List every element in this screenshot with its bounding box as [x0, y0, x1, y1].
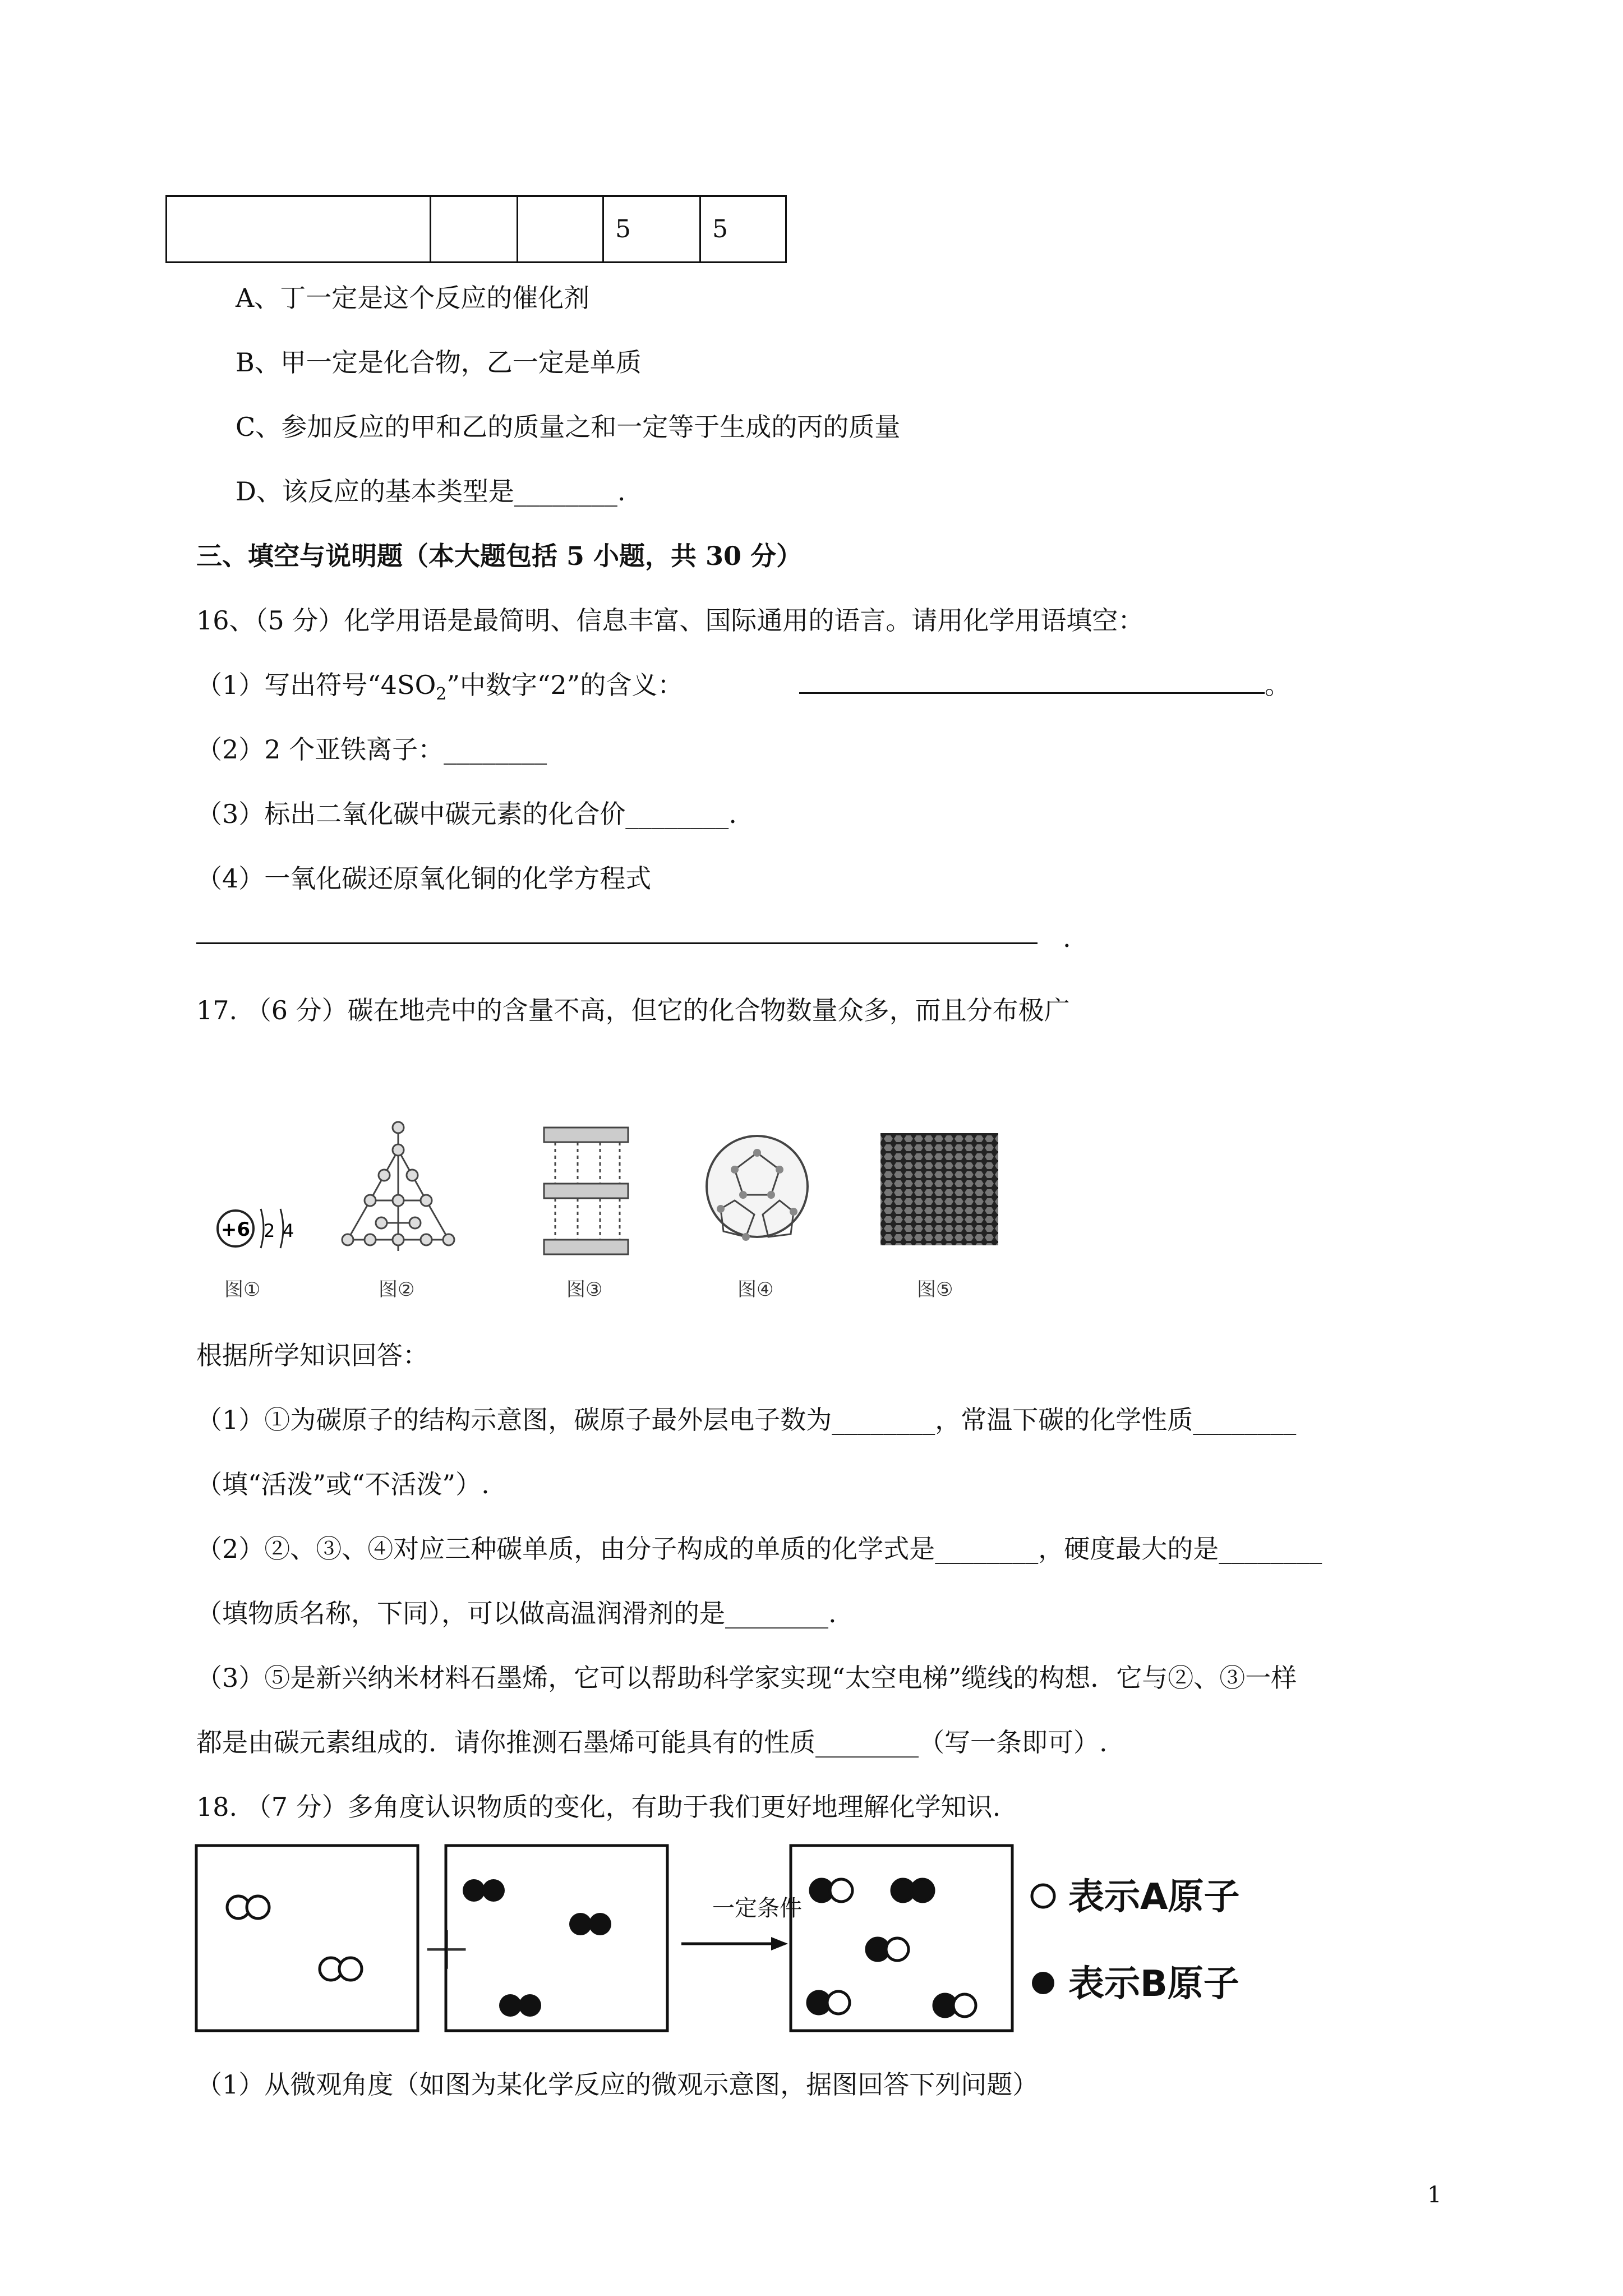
table-cell [431, 196, 518, 263]
section-heading: 三、填空与说明题（本大题包括 5 小题，共 30 分） [196, 541, 803, 571]
atom-b-legend-icon [1032, 1972, 1054, 1994]
reactant-box-b [446, 1846, 667, 2031]
carbon-allotropes-figure [208, 1116, 1009, 1307]
legend-atom-a: 表示A原子 [1068, 1876, 1240, 1918]
fig-caption-2: 图② [379, 1278, 415, 1301]
reactant-box-a [196, 1846, 418, 2031]
c60-structure [707, 1136, 808, 1241]
q16-part4-answer-line [196, 920, 1038, 950]
q16-part4: （4）一氧化碳还原氧化铜的化学方程式 [196, 863, 652, 894]
atom-nucleus-label: +6 [220, 1218, 251, 1241]
atom-shell-1: 2 [264, 1220, 275, 1241]
q18-part1: （1）从微观角度（如图为某化学反应的微观示意图，据图回答下列问题） [196, 2069, 1039, 2100]
q16-part3: （3）标出二氧化碳中碳元素的化合价________. [196, 799, 737, 829]
fig-caption-5: 图⑤ [917, 1278, 953, 1301]
q17-part1-line1: （1）①为碳原子的结构示意图，碳原子最外层电子数为________，常温下碳的化学性质________ [196, 1405, 1297, 1435]
q16-part1-prefix: （1）写出符号“4SO [196, 670, 436, 700]
fig-caption-1: 图① [224, 1278, 261, 1301]
graphene-structure [880, 1133, 998, 1245]
atom-shell-2: 4 [283, 1220, 294, 1241]
q18-title: 18. （7 分）多角度认识物质的变化，有助于我们更好地理解化学知识. [196, 1792, 1001, 1822]
fig-caption-3: 图③ [566, 1278, 603, 1301]
legend-atom-b: 表示B原子 [1068, 1963, 1239, 2005]
table-cell [518, 196, 603, 263]
table-cell: 5 [603, 196, 700, 263]
page-number: 1 [1427, 2182, 1442, 2208]
q16-title: 16、（5 分）化学用语是最简明、信息丰富、国际通用的语言。请用化学用语填空： [196, 605, 1144, 636]
plus-sign: + [421, 1912, 473, 1984]
reaction-condition: 一定条件 [712, 1895, 802, 1921]
answer-blank [196, 921, 1038, 944]
option-c: C、参加反应的甲和乙的质量之和一定等于生成的丙的质量 [236, 412, 901, 442]
q16-part1-end: 。 [1265, 670, 1290, 700]
q17-part2-line1: （2）②、③、④对应三种碳单质，由分子构成的单质的化学式是________，硬度最大的是________ [196, 1534, 1322, 1564]
q16-part1-suffix: ”中数字“2”的含义： [446, 670, 684, 700]
table-cell: 5 [700, 196, 786, 263]
q16-part1-answer-line [799, 665, 1290, 702]
q16-part2: （2）2 个亚铁离子：________ [196, 734, 547, 765]
q16-part1 [196, 665, 683, 704]
reaction-micro-diagram [193, 1843, 1315, 2036]
carbon-atom-diagram [218, 1209, 294, 1248]
answer-blank [799, 671, 1265, 694]
option-d: D、该反应的基本类型是________. [236, 476, 626, 507]
table-row [167, 196, 786, 263]
q17-part2-line2: （填物质名称，下同），可以做高温润滑剂的是________. [196, 1598, 837, 1628]
q17-answer-intro: 根据所学知识回答： [196, 1340, 428, 1370]
fig-caption-4: 图④ [737, 1278, 774, 1301]
graphite-structure [544, 1128, 628, 1254]
q17-part1-line2: （填“活泼”或“不活泼”）. [196, 1469, 490, 1499]
q17-title: 17. （6 分）碳在地壳中的含量不高，但它的化合物数量众多，而且分布极广 [196, 995, 1070, 1025]
q17-part3-line1: （3）⑤是新兴纳米材料石墨烯，它可以帮助科学家实现“太空电梯”缆线的构想．它与②、③一样 [196, 1663, 1297, 1693]
option-a: A、丁一定是这个反应的催化剂 [236, 283, 590, 313]
q17-part3-line2: 都是由碳元素组成的．请你推测石墨烯可能具有的性质________（写一条即可）. [196, 1727, 1108, 1757]
q16-part4-end: . [1063, 923, 1071, 953]
data-table-fragment [165, 195, 787, 263]
table-cell [167, 196, 431, 263]
diamond-structure [342, 1122, 454, 1251]
atom-a-legend-icon [1032, 1885, 1054, 1907]
option-b: B、甲一定是化合物，乙一定是单质 [236, 347, 642, 378]
q16-subscript: 2 [436, 684, 447, 705]
